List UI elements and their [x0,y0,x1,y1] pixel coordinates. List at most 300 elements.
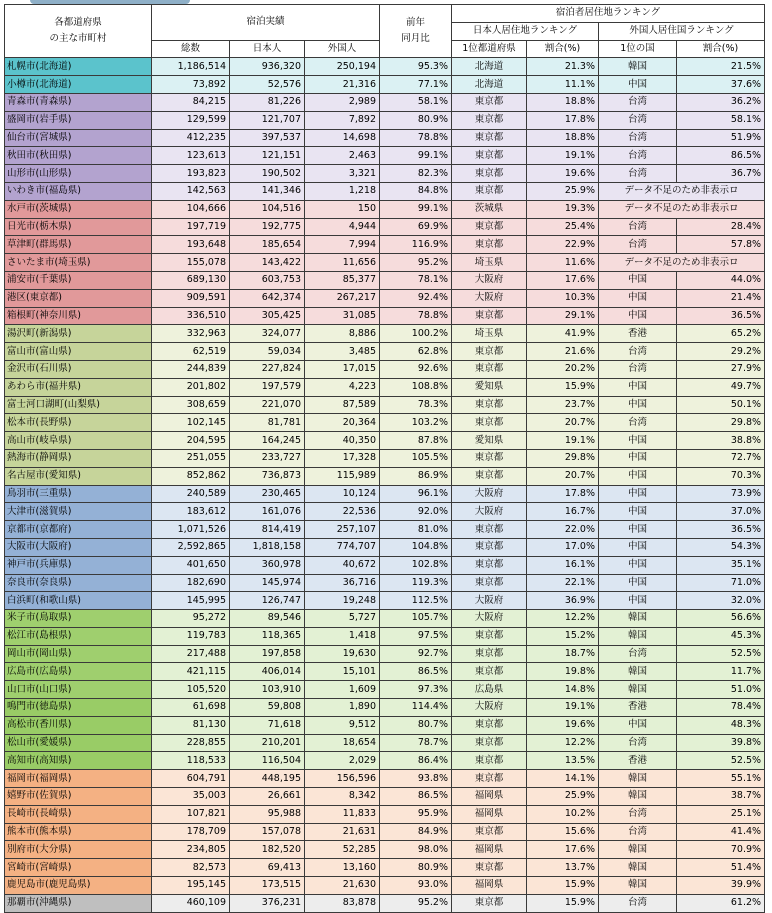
jp-rank1-header: 1位都道府県 [452,40,527,58]
yoy-cell: 95.3% [380,58,452,76]
foreigner-cell: 19,630 [305,645,380,663]
fg-share-cell: 38.7% [677,788,765,806]
yoy-cell: 69.9% [380,218,452,236]
fg-rank1-cell: 中国 [599,574,677,592]
fg-rank1-cell: 韓国 [599,663,677,681]
city-cell: 福岡市(福岡県) [5,770,152,788]
table-row [5,752,765,770]
yoy-cell: 99.1% [380,147,452,165]
total-header: 総数 [152,40,230,58]
foreigner-cell: 11,833 [305,805,380,823]
japanese-cell: 233,727 [230,449,305,467]
jp-share-cell: 16.7% [527,503,599,521]
fg-share-cell: 29.8% [677,414,765,432]
total-cell: 35,003 [152,788,230,806]
jp-rank1-cell: 東京都 [452,129,527,147]
japanese-cell: 26,661 [230,788,305,806]
table-row [5,485,765,503]
fg-rank1-cell: 韓国 [599,877,677,895]
jp-share-cell: 19.6% [527,716,599,734]
jp-ranking-header: 日本人居住地ランキング [452,22,599,40]
yoy-cell: 104.8% [380,538,452,556]
fg-share-cell: 56.6% [677,610,765,628]
city-cell: 那覇市(沖縄県) [5,894,152,912]
city-cell: 浦安市(千葉県) [5,271,152,289]
jp-share-cell: 15.9% [527,877,599,895]
fg-rank1-cell: 韓国 [599,58,677,76]
japanese-cell: 814,419 [230,521,305,539]
city-cell: 富山市(富山県) [5,343,152,361]
yoy-cell: 86.5% [380,663,452,681]
jp-rank1-cell: 東京都 [452,93,527,111]
total-cell: 62,519 [152,343,230,361]
table-row [5,165,765,183]
fg-share-cell: 27.9% [677,360,765,378]
city-cell: 山形市(山形県) [5,165,152,183]
foreigner-cell: 85,377 [305,271,380,289]
fg-rank1-cell: 中国 [599,467,677,485]
fg-rank1-cell: 中国 [599,76,677,94]
city-cell: 松本市(長野県) [5,414,152,432]
japanese-cell: 197,858 [230,645,305,663]
fg-rank1-cell: 台湾 [599,805,677,823]
fg-share-header: 割合(%) [677,40,765,58]
japanese-cell: 173,515 [230,877,305,895]
foreigner-cell: 83,878 [305,894,380,912]
total-cell: 193,648 [152,236,230,254]
japanese-cell: 360,978 [230,556,305,574]
foreigner-cell: 11,656 [305,254,380,272]
foreigner-cell: 8,342 [305,788,380,806]
japanese-cell: 81,226 [230,93,305,111]
fg-rank1-header: 1位の国 [599,40,677,58]
jp-rank1-cell: 東京都 [452,645,527,663]
japanese-cell: 59,034 [230,343,305,361]
jp-rank1-cell: 東京都 [452,770,527,788]
yoy-cell: 62.8% [380,343,452,361]
total-cell: 251,055 [152,449,230,467]
total-cell: 183,612 [152,503,230,521]
yoy-cell: 100.2% [380,325,452,343]
japanese-cell: 69,413 [230,859,305,877]
japanese-cell: 71,618 [230,716,305,734]
fg-share-cell: 36.5% [677,521,765,539]
table-row [5,859,765,877]
fg-share-cell: 71.0% [677,574,765,592]
fg-rank1-cell: 中国 [599,378,677,396]
jp-rank1-cell: 東京都 [452,218,527,236]
total-cell: 2,592,865 [152,538,230,556]
jp-share-cell: 14.8% [527,681,599,699]
jp-share-cell: 22.1% [527,574,599,592]
foreigner-cell: 1,609 [305,681,380,699]
yoy-cell: 78.8% [380,307,452,325]
total-cell: 234,805 [152,841,230,859]
jp-share-cell: 17.6% [527,841,599,859]
japanese-cell: 161,076 [230,503,305,521]
jp-share-cell: 19.1% [527,699,599,717]
total-cell: 95,272 [152,610,230,628]
table-row [5,129,765,147]
japanese-cell: 221,070 [230,396,305,414]
city-cell: 別府市(大分県) [5,841,152,859]
jp-rank1-cell: 東京都 [452,343,527,361]
foreigner-cell: 87,589 [305,396,380,414]
fg-share-cell: 70.3% [677,467,765,485]
table-row [5,467,765,485]
table-row [5,325,765,343]
jp-share-cell: 11.6% [527,254,599,272]
japanese-cell: 103,910 [230,681,305,699]
table-row [5,627,765,645]
jp-share-cell: 36.9% [527,592,599,610]
total-cell: 244,839 [152,360,230,378]
jp-rank1-cell: 福岡県 [452,877,527,895]
total-cell: 1,186,514 [152,58,230,76]
table-row [5,770,765,788]
jp-share-cell: 29.8% [527,449,599,467]
jp-rank1-cell: 大阪府 [452,485,527,503]
jp-share-cell: 19.6% [527,165,599,183]
fg-rank1-cell: 中国 [599,307,677,325]
foreigner-cell: 17,328 [305,449,380,467]
foreigner-cell: 22,536 [305,503,380,521]
foreigner-cell: 774,707 [305,538,380,556]
total-cell: 412,235 [152,129,230,147]
total-cell: 1,071,526 [152,521,230,539]
jp-rank1-cell: 愛知県 [452,378,527,396]
yoy-cell: 114.4% [380,699,452,717]
yoy-cell: 82.3% [380,165,452,183]
jp-share-cell: 12.2% [527,734,599,752]
fg-rank1-cell: 台湾 [599,165,677,183]
yoy-cell: 105.5% [380,449,452,467]
jp-rank1-cell: 東京都 [452,894,527,912]
yoy-cell: 119.3% [380,574,452,592]
japanese-cell: 192,775 [230,218,305,236]
fg-share-cell: 39.8% [677,734,765,752]
table-row [5,93,765,111]
total-cell: 401,650 [152,556,230,574]
yoy-cell: 92.0% [380,503,452,521]
foreigner-cell: 3,485 [305,343,380,361]
jp-rank1-cell: 大阪府 [452,592,527,610]
fg-rank1-cell: 台湾 [599,823,677,841]
foreigner-cell: 257,107 [305,521,380,539]
foreigner-cell: 40,350 [305,432,380,450]
total-cell: 105,520 [152,681,230,699]
total-cell: 240,589 [152,485,230,503]
yoy-cell: 95.2% [380,254,452,272]
japanese-cell: 145,974 [230,574,305,592]
foreigner-cell: 40,672 [305,556,380,574]
fg-rank1-cell: 中国 [599,271,677,289]
jp-rank1-cell: 福岡県 [452,841,527,859]
jp-share-cell: 20.2% [527,360,599,378]
table-row [5,574,765,592]
foreigner-cell: 150 [305,200,380,218]
total-cell: 178,709 [152,823,230,841]
yoy-cell: 103.2% [380,414,452,432]
jp-share-cell: 25.9% [527,182,599,200]
japanese-cell: 182,520 [230,841,305,859]
table-row [5,716,765,734]
city-column-header-line1: 各都道府県 [54,17,102,29]
table-row [5,307,765,325]
foreigner-cell: 20,364 [305,414,380,432]
yoy-cell: 102.8% [380,556,452,574]
foreigner-cell: 19,248 [305,592,380,610]
total-cell: 852,862 [152,467,230,485]
table-row [5,396,765,414]
table-row [5,699,765,717]
table-row [5,76,765,94]
foreigner-cell: 21,630 [305,877,380,895]
fg-share-cell: 25.1% [677,805,765,823]
fg-share-cell: 37.6% [677,76,765,94]
jp-share-cell: 14.1% [527,770,599,788]
japanese-cell: 95,988 [230,805,305,823]
jp-share-cell: 15.2% [527,627,599,645]
yoy-cell: 80.9% [380,859,452,877]
fg-share-cell: 58.1% [677,111,765,129]
total-cell: 84,215 [152,93,230,111]
total-cell: 182,690 [152,574,230,592]
jp-share-header: 割合(%) [527,40,599,58]
jp-share-cell: 29.1% [527,307,599,325]
foreigner-cell: 21,631 [305,823,380,841]
total-cell: 460,109 [152,894,230,912]
fg-rank1-cell: 中国 [599,503,677,521]
total-cell: 142,563 [152,182,230,200]
japanese-cell: 81,781 [230,414,305,432]
fg-share-cell: 39.9% [677,877,765,895]
total-cell: 197,719 [152,218,230,236]
fg-share-cell: 11.7% [677,663,765,681]
jp-rank1-cell: 東京都 [452,147,527,165]
jp-share-cell: 11.1% [527,76,599,94]
yoy-cell: 116.9% [380,236,452,254]
city-cell: 大阪市(大阪府) [5,538,152,556]
fg-rank1-cell: 台湾 [599,343,677,361]
fg-rank1-cell: 中国 [599,592,677,610]
foreigner-cell: 7,994 [305,236,380,254]
japanese-cell: 121,707 [230,111,305,129]
jp-rank1-cell: 東京都 [452,165,527,183]
foreigner-cell: 267,217 [305,289,380,307]
yoy-cell: 98.0% [380,841,452,859]
yoy-cell: 84.9% [380,823,452,841]
yoy-cell: 84.8% [380,182,452,200]
fg-share-cell: 44.0% [677,271,765,289]
yoy-cell: 86.5% [380,788,452,806]
japanese-cell: 324,077 [230,325,305,343]
total-cell: 228,855 [152,734,230,752]
jp-share-cell: 19.1% [527,432,599,450]
city-cell: 熱海市(静岡県) [5,449,152,467]
fg-share-cell: 70.9% [677,841,765,859]
fg-share-cell: 50.1% [677,396,765,414]
fg-rank1-cell: 香港 [599,699,677,717]
city-cell: 米子市(鳥取県) [5,610,152,628]
fg-rank1-cell: 台湾 [599,236,677,254]
fg-ranking-header: 外国人居住国ランキング [599,22,765,40]
total-cell: 201,802 [152,378,230,396]
yoy-cell: 112.5% [380,592,452,610]
fg-rank1-cell: 台湾 [599,93,677,111]
fg-data-unavailable-note: データ不足のため非表示ロ [599,254,765,272]
city-cell: 嬉野市(佐賀県) [5,788,152,806]
city-cell: 鳥羽市(三重県) [5,485,152,503]
japanese-cell: 59,808 [230,699,305,717]
fg-rank1-cell: 中国 [599,432,677,450]
foreigner-cell: 2,463 [305,147,380,165]
fg-rank1-cell: 中国 [599,396,677,414]
fg-share-cell: 45.3% [677,627,765,645]
table-row [5,592,765,610]
fg-share-cell: 41.4% [677,823,765,841]
total-cell: 308,659 [152,396,230,414]
total-cell: 119,783 [152,627,230,645]
jp-share-cell: 25.4% [527,218,599,236]
jp-share-cell: 41.9% [527,325,599,343]
fg-share-cell: 51.9% [677,129,765,147]
yoy-cell: 95.9% [380,805,452,823]
fg-rank1-cell: 中国 [599,556,677,574]
fg-share-cell: 38.8% [677,432,765,450]
total-cell: 421,115 [152,663,230,681]
table-row [5,734,765,752]
jp-rank1-cell: 東京都 [452,182,527,200]
jp-share-cell: 17.8% [527,111,599,129]
fg-rank1-cell: 中国 [599,521,677,539]
yoy-cell: 96.1% [380,485,452,503]
foreigner-cell: 115,989 [305,467,380,485]
jp-share-cell: 13.5% [527,752,599,770]
fg-rank1-cell: 台湾 [599,147,677,165]
city-cell: 高山市(岐阜県) [5,432,152,450]
jp-rank1-cell: 東京都 [452,396,527,414]
foreigner-cell: 36,716 [305,574,380,592]
table-row [5,182,765,200]
city-cell: 白浜町(和歌山県) [5,592,152,610]
fg-share-cell: 37.0% [677,503,765,521]
table-row [5,663,765,681]
fg-share-cell: 28.4% [677,218,765,236]
fg-share-cell: 65.2% [677,325,765,343]
total-cell: 102,145 [152,414,230,432]
table-row [5,894,765,912]
city-cell: 金沢市(石川県) [5,360,152,378]
japanese-cell: 936,320 [230,58,305,76]
jp-share-cell: 18.8% [527,93,599,111]
japanese-cell: 157,078 [230,823,305,841]
jp-rank1-cell: 大阪府 [452,289,527,307]
yoy-cell: 86.9% [380,467,452,485]
foreigner-cell: 18,654 [305,734,380,752]
total-cell: 204,595 [152,432,230,450]
jp-share-cell: 21.6% [527,343,599,361]
table-row [5,503,765,521]
jp-rank1-cell: 東京都 [452,734,527,752]
jp-share-cell: 22.9% [527,236,599,254]
city-cell: さいたま市(埼玉県) [5,254,152,272]
japanese-cell: 197,579 [230,378,305,396]
yoy-cell: 80.7% [380,716,452,734]
table-row [5,823,765,841]
total-cell: 129,599 [152,111,230,129]
foreigner-cell: 1,890 [305,699,380,717]
japanese-cell: 230,465 [230,485,305,503]
jp-rank1-cell: 大阪府 [452,699,527,717]
fg-rank1-cell: 台湾 [599,129,677,147]
japanese-cell: 603,753 [230,271,305,289]
japanese-cell: 227,824 [230,360,305,378]
city-cell: 熊本市(熊本県) [5,823,152,841]
table-row [5,254,765,272]
jp-rank1-cell: 東京都 [452,111,527,129]
jp-rank1-cell: 東京都 [452,574,527,592]
japanese-cell: 448,195 [230,770,305,788]
fg-rank1-cell: 台湾 [599,414,677,432]
total-cell: 195,145 [152,877,230,895]
yoy-cell: 105.7% [380,610,452,628]
fg-rank1-cell: 台湾 [599,894,677,912]
jp-rank1-cell: 東京都 [452,307,527,325]
city-cell: あわら市(福井県) [5,378,152,396]
table-row [5,645,765,663]
jp-share-cell: 21.3% [527,58,599,76]
yoy-cell: 92.6% [380,360,452,378]
jp-rank1-cell: 広島県 [452,681,527,699]
foreigner-cell: 21,316 [305,76,380,94]
jp-share-cell: 10.3% [527,289,599,307]
jp-share-cell: 19.3% [527,200,599,218]
table-row [5,147,765,165]
table-row [5,538,765,556]
fg-rank1-cell: 中国 [599,538,677,556]
foreigner-cell: 5,727 [305,610,380,628]
total-cell: 332,963 [152,325,230,343]
total-cell: 155,078 [152,254,230,272]
japanese-cell: 397,537 [230,129,305,147]
fg-share-cell: 29.2% [677,343,765,361]
total-cell: 193,823 [152,165,230,183]
fg-share-cell: 32.0% [677,592,765,610]
jp-share-cell: 25.9% [527,788,599,806]
yoy-cell: 92.7% [380,645,452,663]
table-row [5,788,765,806]
table-row [5,111,765,129]
fg-share-cell: 86.5% [677,147,765,165]
total-cell: 73,892 [152,76,230,94]
yoy-cell: 87.8% [380,432,452,450]
jp-share-cell: 15.6% [527,823,599,841]
foreigner-cell: 8,886 [305,325,380,343]
total-cell: 145,995 [152,592,230,610]
foreigner-cell: 156,596 [305,770,380,788]
table-body [5,58,765,912]
jp-share-cell: 18.7% [527,645,599,663]
japanese-cell: 89,546 [230,610,305,628]
jp-share-cell: 23.7% [527,396,599,414]
table-row [5,877,765,895]
total-cell: 107,821 [152,805,230,823]
foreigner-cell: 3,321 [305,165,380,183]
fg-share-cell: 36.5% [677,307,765,325]
fg-share-cell: 52.5% [677,645,765,663]
jp-rank1-cell: 東京都 [452,414,527,432]
